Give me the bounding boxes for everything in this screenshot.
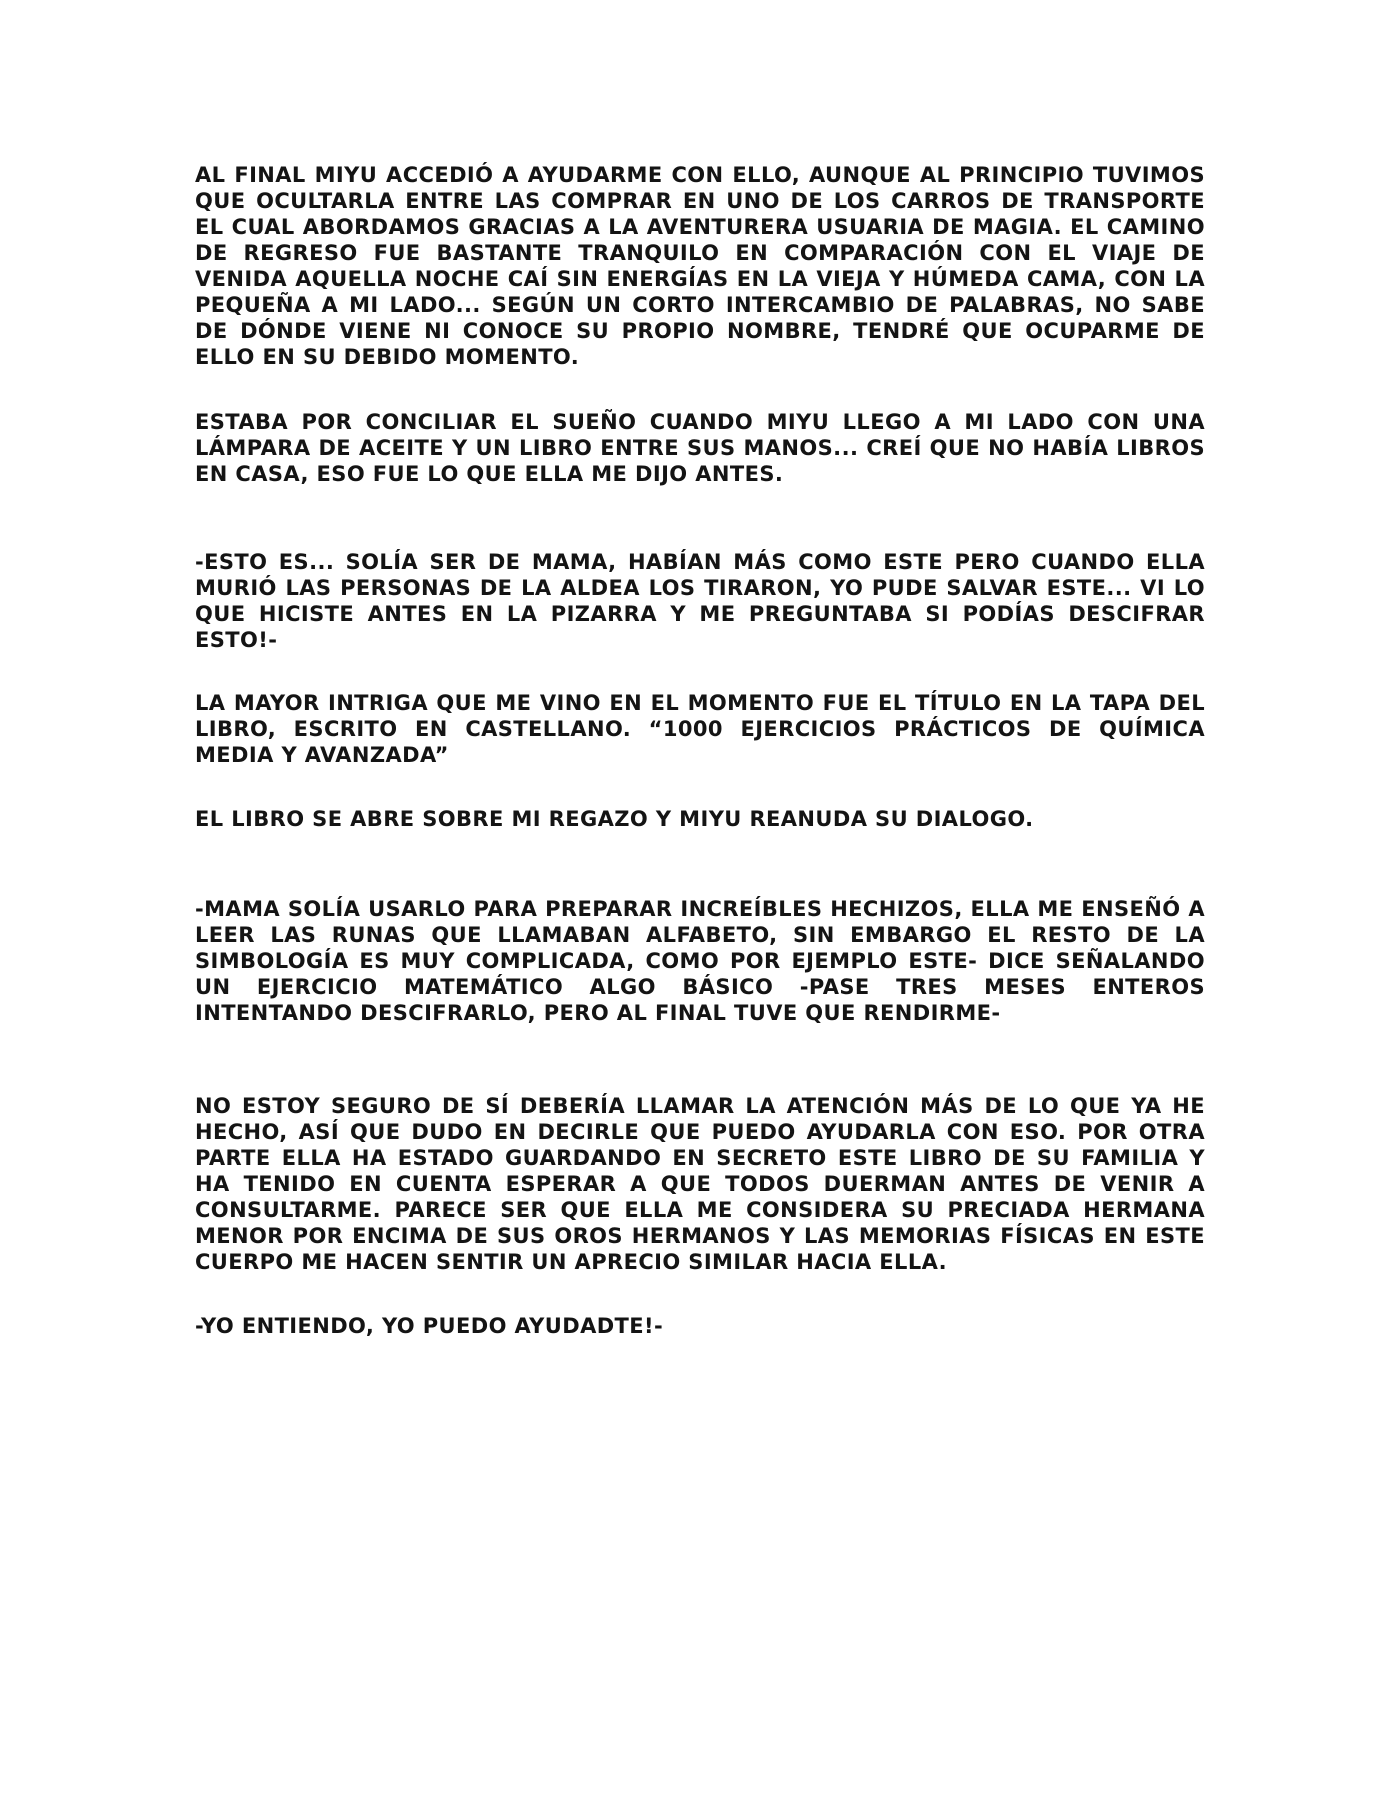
paragraph-book-title: LA MAYOR INTRIGA QUE ME VINO EN EL MOMENTO FUE EL TÍTULO EN LA TAPA DEL LIBRO, ESCRITO EN CASTELLANO. “1000 EJERCICIOS PRÁCTICOS DE QUÍMICA MEDIA Y AVANZADA” [195,691,1205,767]
paragraph-narrator-doubts: NO ESTOY SEGURO DE SÍ DEBERÍA LLAMAR LA ATENCIÓN MÁS DE LO QUE YA HE HECHO, ASÍ QUE DUDO EN DECIRLE QUE PUEDO AYUDARLA CON ESO. POR OTRA PARTE ELLA HA ESTADO GUARDANDO EN SECRETO ESTE LIBRO DE SU FAMILIA Y HA TENIDO EN CUENTA ESPERAR A QUE TODOS DUERMAN ANTES DE VENIR A CONSULTARME. PARECE SER QUE ELLA ME CONSIDERA SU PRECIADA HERMANA MENOR POR ENCIMA DE SUS OROS HERMANOS Y LAS MEMORIAS FÍSICAS EN ESTE CUERPO ME HACEN SENTIR UN APRECIO SIMILAR HACIA ELLA. [195,1094,1205,1274]
paragraph-miyu-helps: AL FINAL MIYU ACCEDIÓ A AYUDARME CON ELLO, AUNQUE AL PRINCIPIO TUVIMOS QUE OCULTARLA ENTRE LAS COMPRAR EN UNO DE LOS CARROS DE TRANSPORTE EL CUAL ABORDAMOS GRACIAS A LA AVENTURERA USUARIA DE MAGIA. EL CAMINO DE REGRESO FUE BASTANTE TRANQUILO EN COMPARACIÓN CON EL VIAJE DE VENIDA AQUELLA NOCHE CAÍ SIN ENERGÍAS EN LA VIEJA Y HÚMEDA CAMA, CON LA PEQUEÑA A MI LADO... SEGÚN UN CORTO INTERCAMBIO DE PALABRAS, NO SABE DE DÓNDE VIENE NI CONOCE SU PROPIO NOMBRE, TENDRÉ QUE OCUPARME DE ELLO EN SU DEBIDO MOMENTO. [195,163,1205,369]
paragraph-miyu-dialogue-runes: -MAMA SOLÍA USARLO PARA PREPARAR INCREÍBLES HECHIZOS, ELLA ME ENSEÑÓ A LEER LAS RUNAS QUE LLAMABAN ALFABETO, SIN EMBARGO EL RESTO DE LA SIMBOLOGÍA ES MUY COMPLICADA, COMO POR EJEMPLO ESTE- DICE SEÑALANDO UN EJERCICIO MATEMÁTICO ALGO BÁSICO -PASE TRES MESES ENTEROS INTENTANDO DESCIFRARLO, PERO AL FINAL TUVE QUE RENDIRME- [195,897,1205,1025]
paragraph-book-opens: EL LIBRO SE ABRE SOBRE MI REGAZO Y MIYU REANUDA SU DIALOGO. [195,807,1034,831]
paragraph-miyu-arrives-with-book: ESTABA POR CONCILIAR EL SUEÑO CUANDO MIYU LLEGO A MI LADO CON UNA LÁMPARA DE ACEITE Y UN LIBRO ENTRE SUS MANOS... CREÍ QUE NO HABÍA LIBROS EN CASA, ESO FUE LO QUE ELLA ME DIJO ANTES. [195,410,1205,486]
paragraph-miyu-dialogue-book: -ESTO ES... SOLÍA SER DE MAMA, HABÍAN MÁS COMO ESTE PERO CUANDO ELLA MURIÓ LAS PERSONAS DE LA ALDEA LOS TIRARON, YO PUDE SALVAR ESTE... VI LO QUE HICISTE ANTES EN LA PIZARRA Y ME PREGUNTABA SI PODÍAS DESCIFRAR ESTO!- [195,550,1205,652]
paragraph-narrator-reply: -YO ENTIENDO, YO PUEDO AYUDADTE!- [195,1314,664,1338]
